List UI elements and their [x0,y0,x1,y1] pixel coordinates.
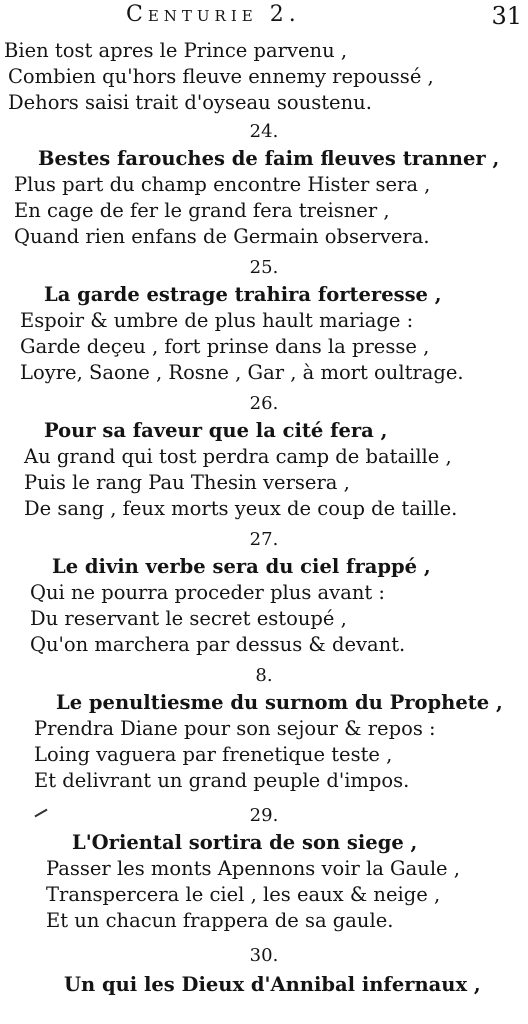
verse-line: Et delivrant un grand peuple d'impos. [34,769,410,792]
verse-line: Au grand qui tost perdra camp de bataille , [24,445,452,468]
verse-line: Pour sa faveur que la cité fera , [44,419,388,442]
page-number: 31 [491,2,522,30]
stanza-number: 30. [249,945,279,966]
verse-line: En cage de fer le grand fera treisner , [14,199,390,222]
verse-line: Qu'on marchera par dessus & devant. [30,633,406,656]
stanza-number: 29. [249,805,279,826]
verse-line: Le penultiesme du surnom du Prophete , [56,691,503,714]
page-header [0,2,528,36]
verse-line: Prendra Diane pour son sejour & repos : [34,717,436,740]
stanza-number: 27. [249,529,279,550]
verse-line: Dehors saisi trait d'oyseau soustenu. [8,91,372,114]
verse-line: Bien tost apres le Prince parvenu , [4,39,348,62]
stanza-number: 25. [249,257,279,278]
verse-line: Espoir & umbre de plus hault mariage : [20,309,414,332]
verse-line: La garde estrage trahira forteresse , [44,283,442,306]
verse-line: Bestes farouches de faim fleuves tranner , [38,147,500,170]
verse-line: Qui ne pourra proceder plus avant : [30,581,385,604]
verse-line: Combien qu'hors fleuve ennemy repoussé , [8,65,434,88]
verse-line: Et un chacun frappera de sa gaule. [46,909,394,932]
verse-line: De sang , feux morts yeux de coup de taille. [24,497,458,520]
stanza-number: 8. [255,665,273,686]
stanza-number: 24. [249,121,279,142]
verse-line: Passer les monts Apennons voir la Gaule , [46,857,460,880]
verse-line: Quand rien enfans de Germain observera. [14,225,430,248]
verse-line: Un qui les Dieux d'Annibal infernaux , [64,973,481,996]
verse-line: Transpercera le ciel , les eaux & neige , [46,883,441,906]
verse-line: Du reservant le secret estoupé , [30,607,347,630]
verse-line: Loyre, Saone , Rosne , Gar , à mort oultrage. [20,361,464,384]
verse-line: Plus part du champ encontre Hister sera , [14,173,431,196]
verse-line: Le divin verbe sera du ciel frappé , [52,555,431,578]
verse-line: L'Oriental sortira de son siege , [72,831,418,854]
stanza-number: 26. [249,393,279,414]
verse-line: Puis le rang Pau Thesin versera , [24,471,350,494]
running-title: Centurie 2. [126,2,301,27]
verse-line: Garde deçeu , fort prinse dans la presse , [20,335,430,358]
verse-line: Loing vaguera par frenetique teste , [34,743,393,766]
